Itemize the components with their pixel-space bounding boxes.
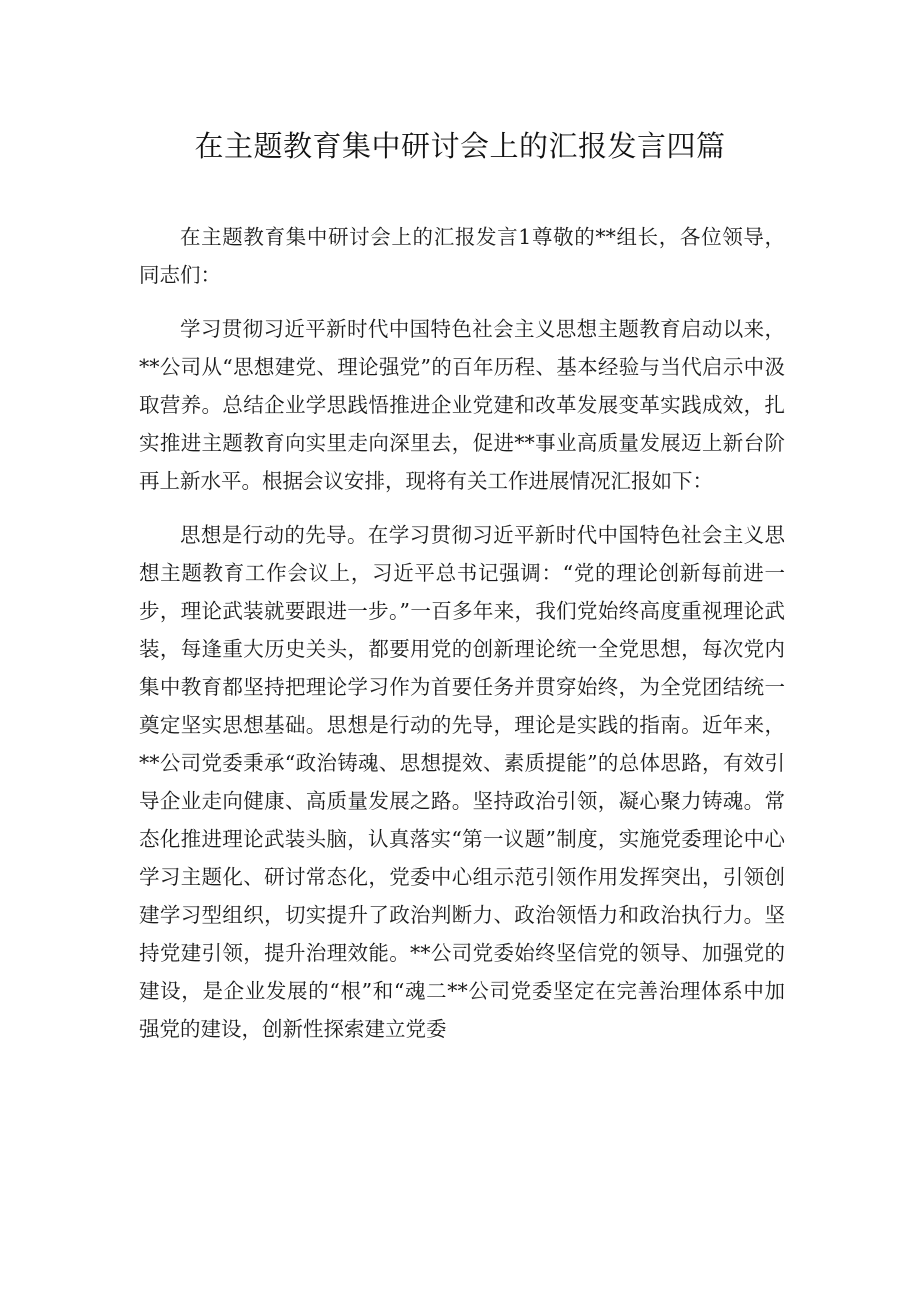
document-body — [139, 218, 785, 1064]
paragraph-main: 思想是行动的先导。在学习贯彻习近平新时代中国特色社会主义思想主题教育工作会议上，习近平总书记强调：“党的理论创新每前进一步，理论武装就要跟进一步。”一百多年来，我们党始终高度重视理论武装，每逢重大历史关头，都要用党的创新理论统一全党思想，每次党内集中教育都坚持把理论学习作为首要任务并贯穿始终，为全党团结统一奠定坚实思想基础。思想是行动的先导，理论是实践的指南。近年来，**公司党委秉承“政治铸魂、思想提效、素质提能”的总体思路，有效引导企业走向健康、高质量发展之路。坚持政治引领，凝心聚力铸魂。常态化推进理论武装头脑，认真落实“第一议题”制度，实施党委理论中心学习主题化、研讨常态化，党委中心组示范引领作用发挥突出，引领创建学习型组织，切实提升了政治判断力、政治领悟力和政治执行力。坚持党建引领，提升治理效能。**公司党委始终坚信党的领导、加强党的建设，是企业发展的“根”和“魂二**公司党委坚定在完善治理体系中加强党的建设，创新性探索建立党委 — [139, 523, 785, 1041]
paragraph-greeting: 在主题教育集中研讨会上的汇报发言1尊敬的**组长，各位领导，同志们： — [139, 225, 785, 287]
document-title: 在主题教育集中研讨会上的汇报发言四篇 — [194, 129, 726, 163]
paragraph-introduction: 学习贯彻习近平新时代中国特色社会主义思想主题教育启动以来，**公司从“思想建党、理论强党”的百年历程、基本经验与当代启示中汲取营养。总结企业学思践悟推进企业党建和改革发展变革实践成效，扎实推进主题教育向实里走向深里去，促进**事业高质量发展迈上新台阶再上新水平。根据会议安排，现将有关工作进展情况汇报如下： — [139, 317, 785, 493]
